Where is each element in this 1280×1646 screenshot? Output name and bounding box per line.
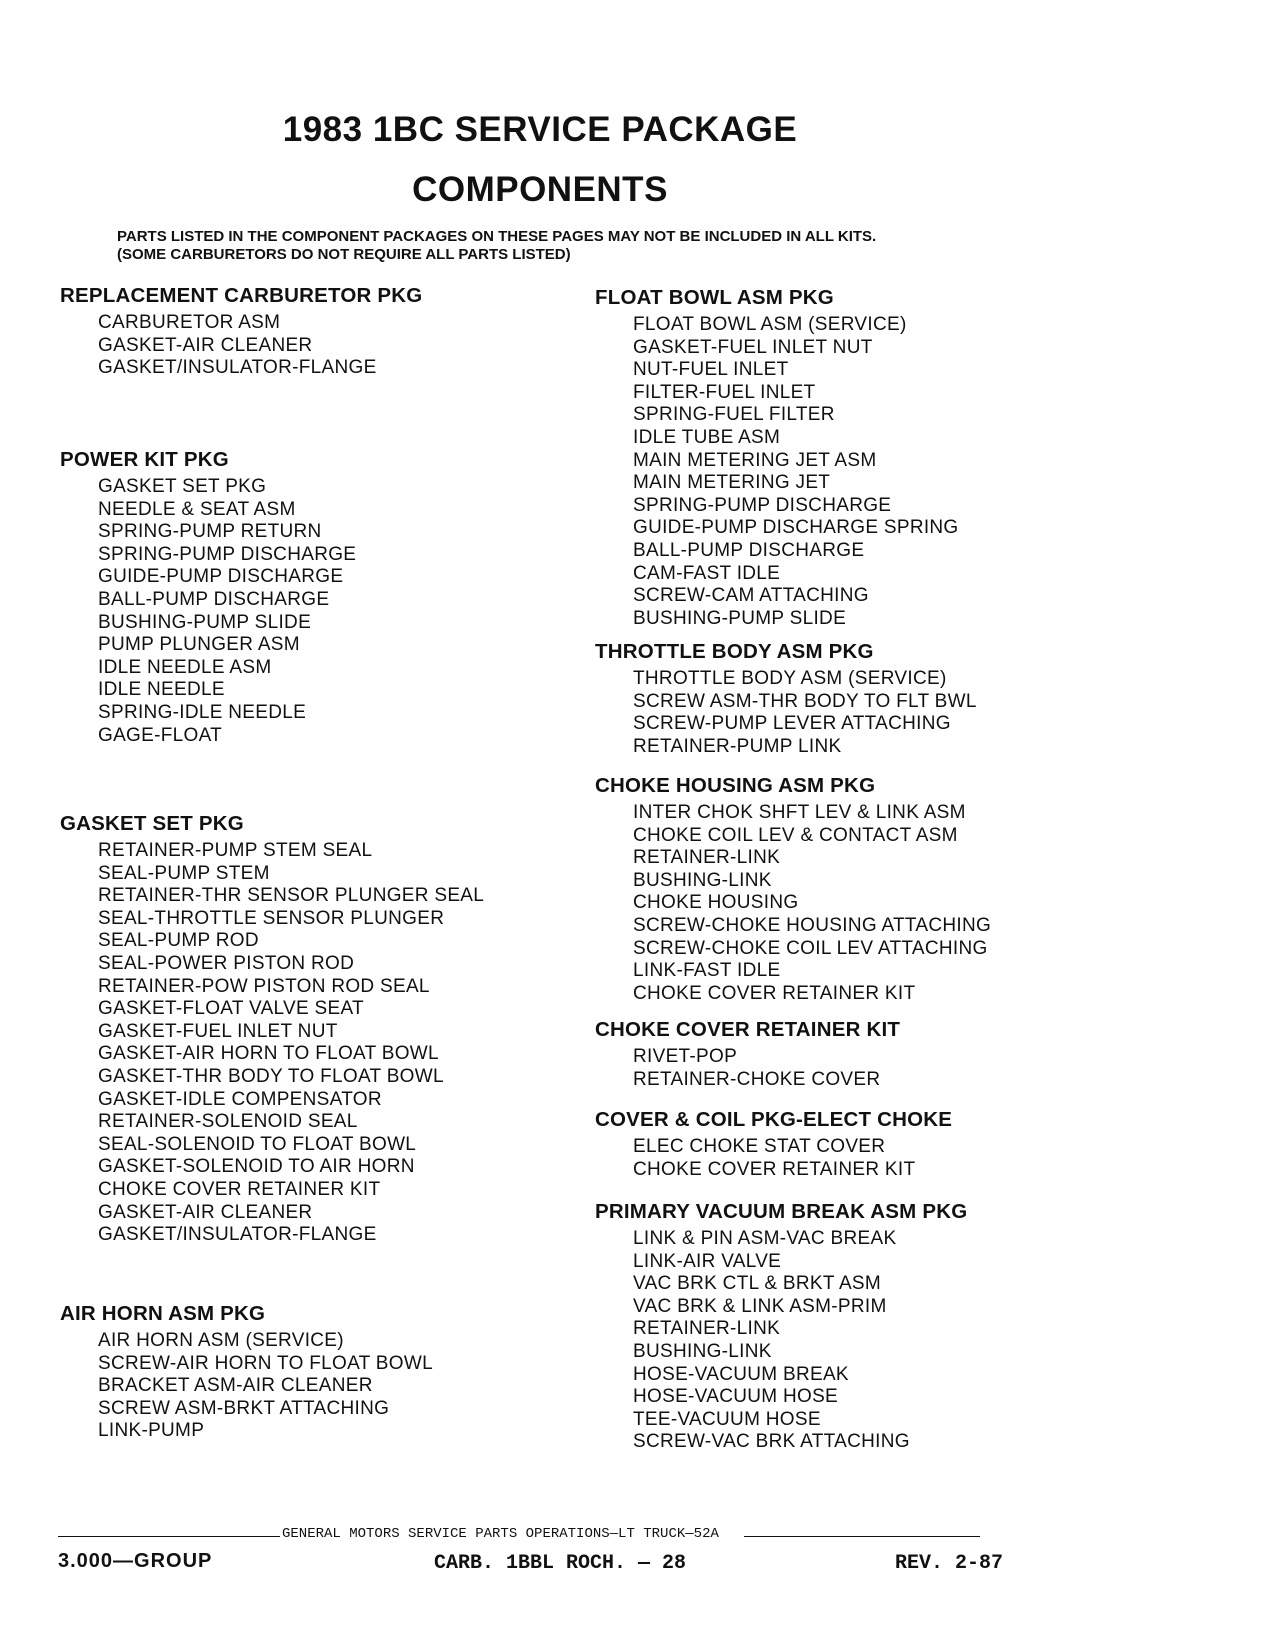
package-item: LINK-PUMP xyxy=(98,1420,205,1442)
package-title: FLOAT BOWL ASM PKG xyxy=(595,286,834,309)
package-item: GASKET/INSULATOR-FLANGE xyxy=(98,357,377,379)
package-item: GASKET-SOLENOID TO AIR HORN xyxy=(98,1156,415,1178)
footer-group: 3.000—GROUP xyxy=(58,1550,213,1572)
package-item: VAC BRK CTL & BRKT ASM xyxy=(633,1273,882,1295)
package-item: RETAINER-POW PISTON ROD SEAL xyxy=(98,975,430,997)
package-item: VAC BRK & LINK ASM-PRIM xyxy=(633,1295,887,1317)
footer-revision: REV. 2-87 xyxy=(895,1552,1004,1575)
package-item: LINK-AIR VALVE xyxy=(633,1250,782,1272)
package-item-list xyxy=(595,314,1115,630)
package-item: GASKET-FLOAT VALVE SEAT xyxy=(98,998,364,1020)
package-throttle-body-asm-pkg xyxy=(595,640,1115,758)
package-item: AIR HORN ASM (SERVICE) xyxy=(98,1330,344,1351)
package-item: GASKET-IDLE COMPENSATOR xyxy=(98,1088,382,1110)
package-title: CHOKE COVER RETAINER KIT xyxy=(595,1018,901,1041)
package-item: SPRING-PUMP DISCHARGE xyxy=(633,494,892,516)
package-item: BALL-PUMP DISCHARGE xyxy=(98,588,330,610)
package-item: GAGE-FLOAT xyxy=(98,724,223,746)
package-item: FLOAT BOWL ASM (SERVICE) xyxy=(633,314,907,335)
package-item: RETAINER-CHOKE COVER xyxy=(633,1068,881,1090)
package-primary-vacuum-break-asm-pkg xyxy=(595,1200,1115,1454)
package-item: GASKET-THR BODY TO FLOAT BOWL xyxy=(98,1065,444,1087)
footer-section: CARB. 1BBL ROCH. — 28 xyxy=(434,1552,687,1575)
package-item: CHOKE HOUSING xyxy=(633,892,799,914)
package-item: BRACKET ASM-AIR CLEANER xyxy=(98,1375,373,1397)
package-item: SPRING-PUMP RETURN xyxy=(98,521,322,543)
package-item: CHOKE COVER RETAINER KIT xyxy=(633,1158,916,1180)
package-title: THROTTLE BODY ASM PKG xyxy=(595,640,874,663)
package-air-horn-asm-pkg xyxy=(60,1302,580,1443)
package-choke-housing-asm-pkg xyxy=(595,774,1115,1005)
package-item: GUIDE-PUMP DISCHARGE SPRING xyxy=(633,517,959,539)
package-title: PRIMARY VACUUM BREAK ASM PKG xyxy=(595,1200,968,1223)
package-title: CHOKE HOUSING ASM PKG xyxy=(595,774,876,797)
package-item: BUSHING-PUMP SLIDE xyxy=(633,607,847,629)
package-item: BUSHING-PUMP SLIDE xyxy=(98,611,312,633)
package-item: GASKET SET PKG xyxy=(98,476,267,497)
package-title: REPLACEMENT CARBURETOR PKG xyxy=(60,284,423,307)
package-item: SPRING-IDLE NEEDLE xyxy=(98,701,307,723)
package-item: LINK & PIN ASM-VAC BREAK xyxy=(633,1228,897,1249)
package-item: GUIDE-PUMP DISCHARGE xyxy=(98,566,344,588)
package-item: IDLE NEEDLE ASM xyxy=(98,656,272,678)
package-item: RETAINER-SOLENOID SEAL xyxy=(98,1111,358,1133)
package-item-list xyxy=(60,476,580,747)
package-title: AIR HORN ASM PKG xyxy=(60,1302,266,1325)
package-item: SCREW-VAC BRK ATTACHING xyxy=(633,1431,910,1453)
package-item: RETAINER-LINK xyxy=(633,1318,781,1340)
package-item: SCREW-CHOKE HOUSING ATTACHING xyxy=(633,914,992,936)
package-item: BUSHING-LINK xyxy=(633,1340,772,1362)
package-item: CARBURETOR ASM xyxy=(98,312,281,333)
package-item: IDLE NEEDLE xyxy=(98,679,225,701)
parts-notice xyxy=(117,228,1017,264)
package-item: THROTTLE BODY ASM (SERVICE) xyxy=(633,668,947,689)
package-item: SPRING-FUEL FILTER xyxy=(633,404,835,426)
package-item: FILTER-FUEL INLET xyxy=(633,381,816,403)
package-item: HOSE-VACUUM BREAK xyxy=(633,1363,849,1385)
package-item: IDLE TUBE ASM xyxy=(633,426,781,448)
package-item: NUT-FUEL INLET xyxy=(633,359,789,381)
package-replacement-carburetor-pkg xyxy=(60,284,580,380)
page-title: 1983 1BC SERVICE PACKAGE xyxy=(282,110,798,149)
package-item: GASKET-FUEL INLET NUT xyxy=(633,336,873,358)
package-item: SCREW-CHOKE COIL LEV ATTACHING xyxy=(633,937,988,959)
package-item-list xyxy=(595,802,1115,1005)
package-item: SCREW-CAM ATTACHING xyxy=(633,585,869,607)
page-subtitle: COMPONENTS xyxy=(412,170,668,209)
package-item-list xyxy=(595,668,1115,758)
package-item: SCREW ASM-THR BODY TO FLT BWL xyxy=(633,690,977,712)
footer-caption: GENERAL MOTORS SERVICE PARTS OPERATIONS—LT TRUCK—52A xyxy=(282,1526,719,1542)
package-item: SPRING-PUMP DISCHARGE xyxy=(98,543,357,565)
package-item: HOSE-VACUUM HOSE xyxy=(633,1386,839,1408)
package-item-list xyxy=(595,1046,1115,1091)
package-item: GASKET-AIR HORN TO FLOAT BOWL xyxy=(98,1043,439,1065)
package-item: ELEC CHOKE STAT COVER xyxy=(633,1136,886,1157)
package-item: RETAINER-LINK xyxy=(633,847,781,869)
package-item: MAIN METERING JET xyxy=(633,472,831,494)
package-item: NEEDLE & SEAT ASM xyxy=(98,498,296,520)
package-item: RIVET-POP xyxy=(633,1046,738,1067)
package-item: RETAINER-PUMP LINK xyxy=(633,735,842,757)
package-item: SCREW-PUMP LEVER ATTACHING xyxy=(633,713,951,735)
package-gasket-set-pkg xyxy=(60,812,580,1247)
package-item: GASKET-AIR CLEANER xyxy=(98,334,313,356)
package-item: CHOKE COVER RETAINER KIT xyxy=(633,982,916,1004)
package-item: SEAL-SOLENOID TO FLOAT BOWL xyxy=(98,1133,417,1155)
package-item-list xyxy=(60,312,580,380)
package-item: SEAL-POWER PISTON ROD xyxy=(98,952,355,974)
package-item: MAIN METERING JET ASM xyxy=(633,449,877,471)
package-power-kit-pkg xyxy=(60,448,580,747)
footer-rule-right xyxy=(744,1536,980,1537)
package-item: SCREW ASM-BRKT ATTACHING xyxy=(98,1397,390,1419)
package-title: POWER KIT PKG xyxy=(60,448,229,471)
package-item: CHOKE COVER RETAINER KIT xyxy=(98,1178,381,1200)
package-item: GASKET-FUEL INLET NUT xyxy=(98,1020,338,1042)
package-item: CHOKE COIL LEV & CONTACT ASM xyxy=(633,824,958,846)
footer-rule-left xyxy=(58,1536,280,1537)
package-item-list xyxy=(595,1228,1115,1454)
package-item: LINK-FAST IDLE xyxy=(633,960,781,982)
package-item: BALL-PUMP DISCHARGE xyxy=(633,539,865,561)
package-title: COVER & COIL PKG-ELECT CHOKE xyxy=(595,1108,953,1131)
package-cover-coil-pkg-elect-choke xyxy=(595,1108,1115,1181)
package-item-list xyxy=(595,1136,1115,1181)
package-item: INTER CHOK SHFT LEV & LINK ASM xyxy=(633,802,966,823)
package-float-bowl-asm-pkg xyxy=(595,286,1115,630)
package-item: BUSHING-LINK xyxy=(633,869,772,891)
package-item: SEAL-PUMP ROD xyxy=(98,930,259,952)
package-item: RETAINER-THR SENSOR PLUNGER SEAL xyxy=(98,885,485,907)
package-item: SEAL-PUMP STEM xyxy=(98,862,270,884)
package-item-list xyxy=(60,840,580,1247)
notice-line-2: (SOME CARBURETORS DO NOT REQUIRE ALL PARTS LISTED) xyxy=(117,246,571,263)
package-item: CAM-FAST IDLE xyxy=(633,562,781,584)
package-item: SEAL-THROTTLE SENSOR PLUNGER xyxy=(98,907,445,929)
package-item: TEE-VACUUM HOSE xyxy=(633,1408,821,1430)
package-item: GASKET/INSULATOR-FLANGE xyxy=(98,1224,377,1246)
package-item: SCREW-AIR HORN TO FLOAT BOWL xyxy=(98,1352,433,1374)
package-item: GASKET-AIR CLEANER xyxy=(98,1201,313,1223)
notice-line-1: PARTS LISTED IN THE COMPONENT PACKAGES ON THESE PAGES MAY NOT BE INCLUDED IN ALL KITS. xyxy=(117,228,877,245)
package-choke-cover-retainer-kit xyxy=(595,1018,1115,1091)
package-item: PUMP PLUNGER ASM xyxy=(98,634,300,656)
package-item-list xyxy=(60,1330,580,1443)
package-item: RETAINER-PUMP STEM SEAL xyxy=(98,840,373,861)
package-title: GASKET SET PKG xyxy=(60,812,244,835)
